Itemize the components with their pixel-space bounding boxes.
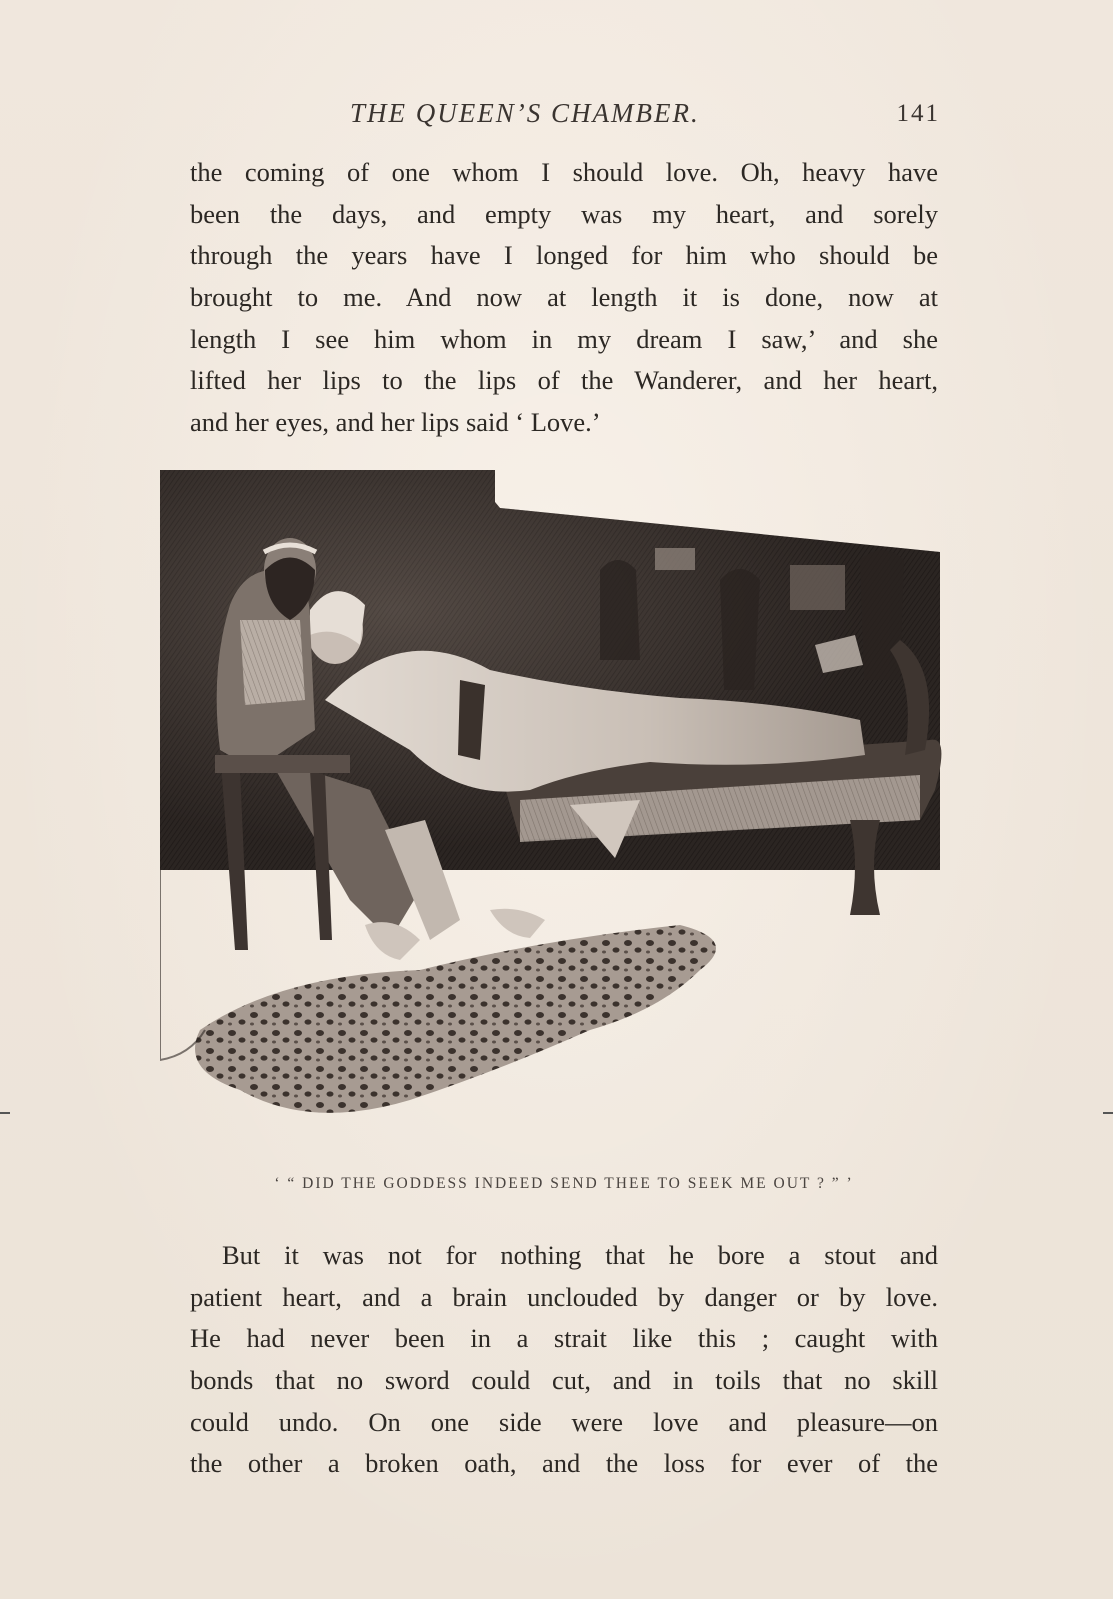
text-line: He had never been in a strait like this ; caught with — [190, 1323, 938, 1354]
text-line: could undo. On one side were love and pleasure—on — [190, 1406, 938, 1437]
left-edge-mark — [0, 1112, 10, 1114]
paragraph-top — [190, 152, 938, 444]
text-line: the other a broken oath, and the loss for ever of the — [190, 1448, 938, 1479]
text-line: the coming of one whom I should love. Oh, heavy have — [190, 157, 938, 187]
page-number: 141 — [896, 100, 940, 127]
text-line: lifted her lips to the lips of the Wanderer, and her heart, — [190, 365, 938, 396]
running-title: THE QUEEN’S CHAMBER. — [350, 98, 700, 128]
text-line: bonds that no sword could cut, and in toils that no skill — [190, 1365, 938, 1396]
right-edge-mark — [1103, 1112, 1113, 1114]
text-line: But it was not for nothing that he bore a stout and — [222, 1240, 938, 1270]
paragraph-bottom — [190, 1235, 938, 1485]
text-line: been the days, and empty was my heart, and sorely — [190, 198, 938, 229]
engraving-illustration — [160, 470, 960, 1160]
text-line: brought to me. And now at length it is done, now at — [190, 282, 938, 313]
running-head — [190, 98, 940, 138]
illustration-caption: ‘ “ DID THE GODDESS INDEED SEND THEE TO SEEK ME OUT ? ” ’ — [274, 1175, 854, 1192]
text-line: length I see him whom in my dream I saw,’ and she — [190, 323, 938, 354]
text-line: through the years have I longed for him who should be — [190, 240, 938, 271]
text-line: patient heart, and a brain unclouded by danger or by love. — [190, 1281, 938, 1312]
text-line: and her eyes, and her lips said ‘ Love.’ — [190, 407, 601, 438]
